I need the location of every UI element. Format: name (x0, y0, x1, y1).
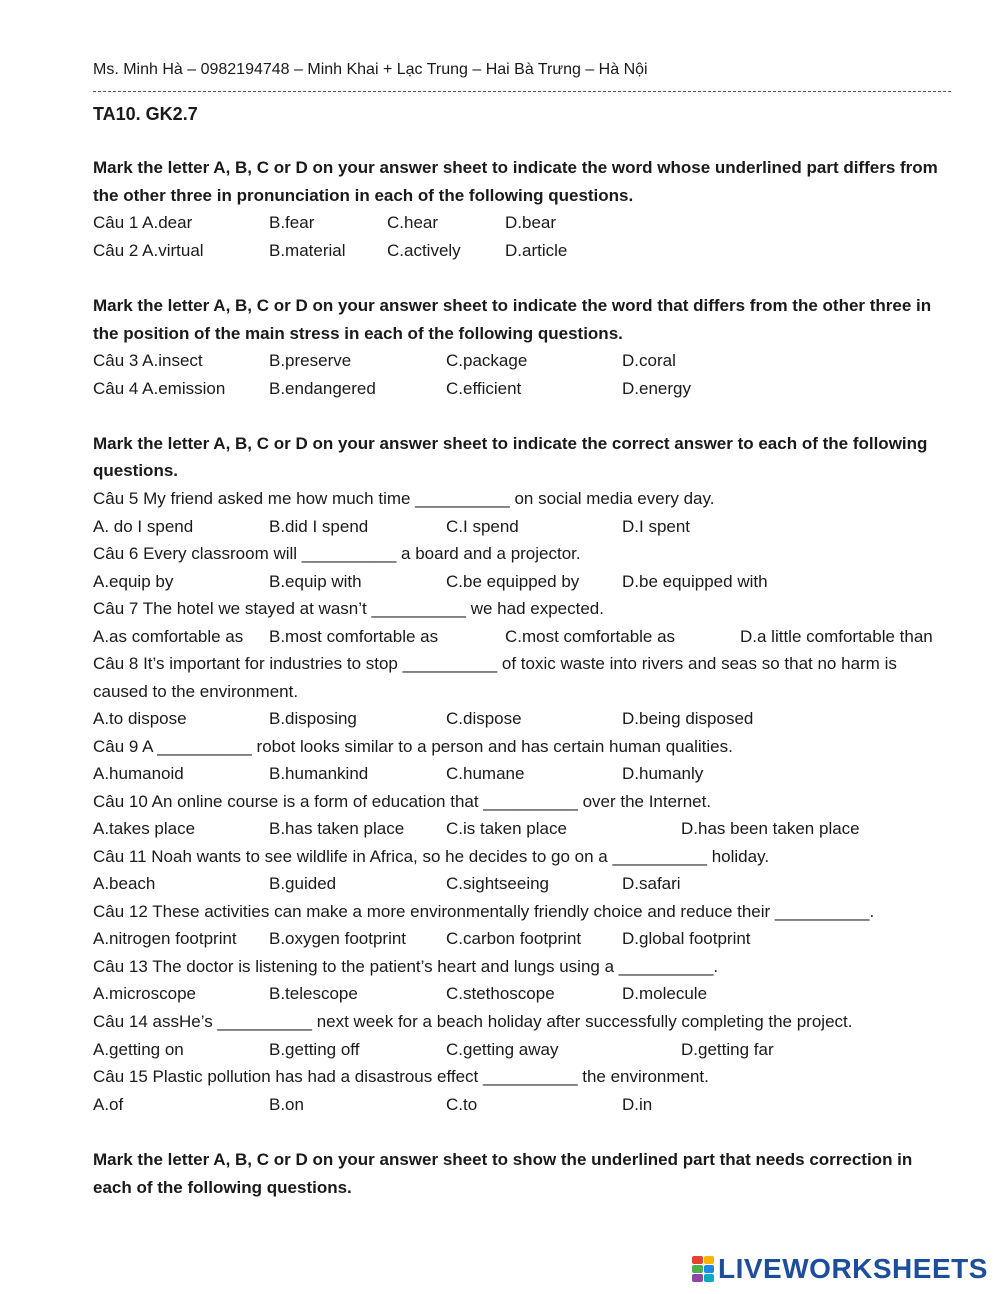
option-a[interactable]: A. do I spend (93, 517, 194, 536)
question-stem: Câu 12 These activities can make a more environmentally friendly choice and reduce their __________. (93, 902, 875, 921)
liveworksheets-logo[interactable] (692, 1253, 988, 1285)
liveworksheets-logo-text: LIVEWORKSHEETS (718, 1253, 988, 1284)
option-b[interactable]: B.most comfortable as (269, 627, 439, 646)
option-c[interactable]: C.hear (387, 213, 439, 232)
option-a[interactable]: A.humanoid (93, 764, 184, 783)
option-b[interactable]: B.guided (269, 874, 337, 893)
option-d[interactable]: D.in (622, 1095, 653, 1114)
section-3-instruction-line-2: questions. (93, 461, 179, 480)
option-d[interactable]: D.coral (622, 351, 676, 370)
logo-tile (704, 1265, 715, 1273)
question-stem: Câu 11 Noah wants to see wildlife in Africa, so he decides to go on a __________ holiday. (93, 847, 770, 866)
option-a[interactable]: A.as comfortable as (93, 627, 244, 646)
option-b[interactable]: B.endangered (269, 379, 376, 398)
option-b[interactable]: B.has taken place (269, 819, 405, 838)
question-stem: Câu 9 A __________ robot looks similar to a person and has certain human qualities. (93, 737, 733, 756)
option-b[interactable]: B.equip with (269, 572, 362, 591)
option-a[interactable]: Câu 2 A.virtual (93, 241, 204, 260)
option-d[interactable]: D.be equipped with (622, 572, 768, 591)
question-stem: Câu 6 Every classroom will __________ a board and a projector. (93, 544, 581, 563)
question-stem: Câu 7 The hotel we stayed at wasn’t __________ we had expected. (93, 599, 604, 618)
option-a[interactable]: A.equip by (93, 572, 174, 591)
option-a[interactable]: A.to dispose (93, 709, 187, 728)
section-1-instruction-line-2: the other three in pronunciation in each of the following questions. (93, 186, 634, 205)
option-d[interactable]: D.being disposed (622, 709, 754, 728)
option-b[interactable]: B.material (269, 241, 346, 260)
option-d[interactable]: D.molecule (622, 984, 708, 1003)
question-stem: Câu 15 Plastic pollution has had a disastrous effect __________ the environment. (93, 1067, 709, 1086)
option-c[interactable]: C.most comfortable as (505, 627, 676, 646)
option-b[interactable]: B.did I spend (269, 517, 369, 536)
option-a[interactable]: A.beach (93, 874, 156, 893)
question-stem: Câu 10 An online course is a form of education that __________ over the Internet. (93, 792, 712, 811)
option-d[interactable]: D.energy (622, 379, 691, 398)
option-b[interactable]: B.humankind (269, 764, 369, 783)
option-c[interactable]: C.be equipped by (446, 572, 580, 591)
option-d[interactable]: D.humanly (622, 764, 704, 783)
logo-tile (692, 1256, 703, 1264)
option-c[interactable]: C.humane (446, 764, 525, 783)
option-d[interactable]: D.I spent (622, 517, 691, 536)
section-1-instruction-line-1: Mark the letter A, B, C or D on your answer sheet to indicate the word whose underlined part differs from (93, 158, 938, 177)
option-a[interactable]: Câu 1 A.dear (93, 213, 193, 232)
option-b[interactable]: B.on (269, 1095, 304, 1114)
question-stem: Câu 5 My friend asked me how much time __________ on social media every day. (93, 489, 715, 508)
option-c[interactable]: C.package (446, 351, 528, 370)
page-title: TA10. GK2.7 (93, 104, 198, 124)
option-d[interactable]: D.getting far (681, 1040, 774, 1059)
option-b[interactable]: B.telescope (269, 984, 358, 1003)
option-b[interactable]: B.getting off (269, 1040, 360, 1059)
logo-tile (704, 1256, 715, 1264)
question-stem: Câu 8 It’s important for industries to stop __________ of toxic waste into rivers and seas so that no harm is (93, 654, 897, 673)
option-b[interactable]: B.fear (269, 213, 315, 232)
section-3-instruction-line-1: Mark the letter A, B, C or D on your answer sheet to indicate the correct answer to each of the following (93, 434, 928, 453)
option-c[interactable]: C.carbon footprint (446, 929, 582, 948)
section-4-instruction-line-2: each of the following questions. (93, 1178, 352, 1197)
option-d[interactable]: D.safari (622, 874, 681, 893)
option-c[interactable]: C.dispose (446, 709, 522, 728)
logo-tile (704, 1274, 715, 1282)
question-stem: Câu 13 The doctor is listening to the patient’s heart and lungs using a __________. (93, 957, 719, 976)
question-stem-continued: caused to the environment. (93, 682, 299, 701)
option-c[interactable]: C.getting away (446, 1040, 559, 1059)
option-c[interactable]: C.is taken place (446, 819, 567, 838)
option-d[interactable]: D.has been taken place (681, 819, 860, 838)
option-c[interactable]: C.sightseeing (446, 874, 550, 893)
header-contact: Ms. Minh Hà – 0982194748 – Minh Khai + Lạc Trung – Hai Bà Trưng – Hà Nội (93, 61, 648, 78)
section-4-instruction-line-1: Mark the letter A, B, C or D on your answer sheet to show the underlined part that needs correction in (93, 1150, 913, 1169)
option-c[interactable]: C.to (446, 1095, 478, 1114)
option-d[interactable]: D.bear (505, 213, 557, 232)
option-a[interactable]: A.of (93, 1095, 124, 1114)
logo-tile (692, 1265, 703, 1273)
option-d[interactable]: D.global footprint (622, 929, 751, 948)
option-a[interactable]: A.getting on (93, 1040, 184, 1059)
option-d[interactable]: D.article (505, 241, 568, 260)
option-a[interactable]: Câu 3 A.insect (93, 351, 203, 370)
section-2-instruction-line-1: Mark the letter A, B, C or D on your answer sheet to indicate the word that differs from the other three in (93, 296, 932, 315)
option-c[interactable]: C.stethoscope (446, 984, 555, 1003)
header-divider (93, 91, 951, 92)
liveworksheets-logo-icon (692, 1256, 714, 1282)
option-b[interactable]: B.preserve (269, 351, 352, 370)
question-stem: Câu 14 assHe’s __________ next week for a beach holiday after successfully completing the project. (93, 1012, 853, 1031)
option-c[interactable]: C.actively (387, 241, 461, 260)
option-a[interactable]: A.takes place (93, 819, 196, 838)
option-c[interactable]: C.I spend (446, 517, 519, 536)
option-a[interactable]: A.nitrogen footprint (93, 929, 237, 948)
option-a[interactable]: A.microscope (93, 984, 196, 1003)
option-d[interactable]: D.a little comfortable than (740, 627, 933, 646)
logo-tile (692, 1274, 703, 1282)
option-b[interactable]: B.disposing (269, 709, 357, 728)
option-b[interactable]: B.oxygen footprint (269, 929, 407, 948)
option-a[interactable]: Câu 4 A.emission (93, 379, 226, 398)
section-2-instruction-line-2: the position of the main stress in each of the following questions. (93, 324, 623, 343)
option-c[interactable]: C.efficient (446, 379, 522, 398)
